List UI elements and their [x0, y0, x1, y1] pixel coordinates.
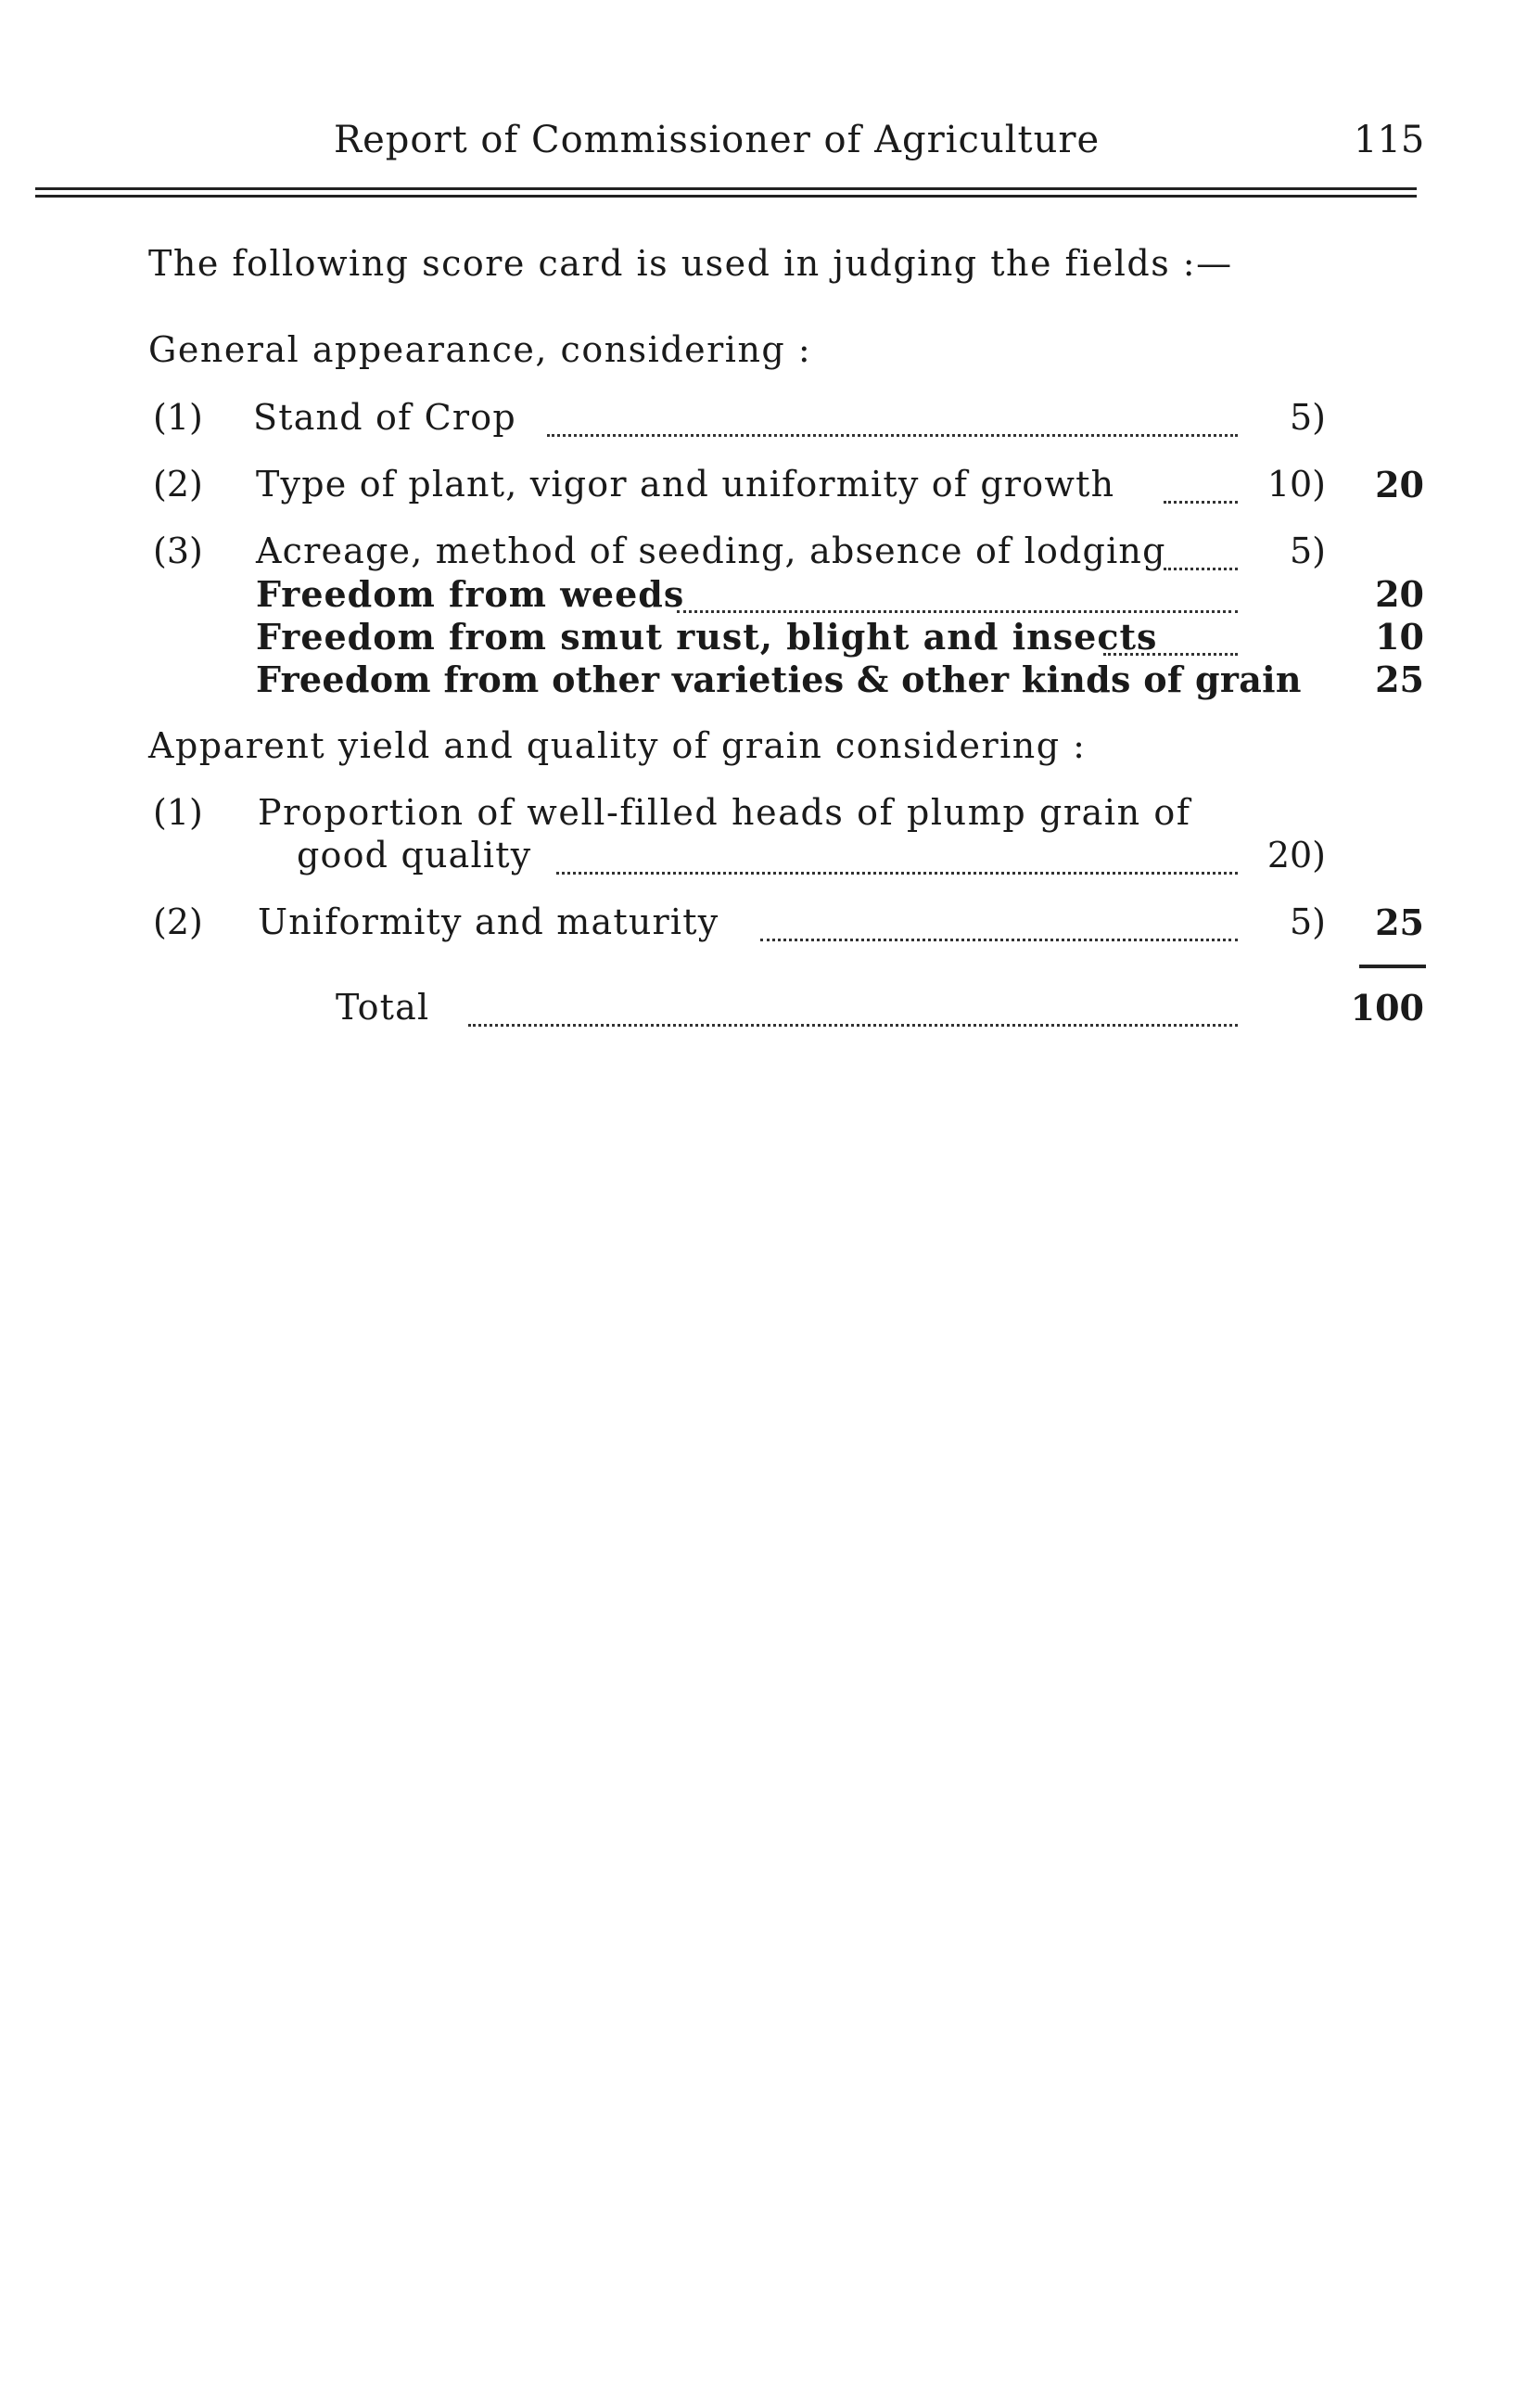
section-heading-general: General appearance, considering :: [148, 329, 812, 370]
item-number: (1): [153, 792, 203, 833]
sub-score: 20): [1266, 835, 1326, 876]
sub-score: 5): [1289, 397, 1326, 438]
group-total: 25: [1375, 901, 1424, 943]
freedom-score: 20: [1375, 573, 1424, 615]
freedom-label: Freedom from weeds: [256, 573, 685, 615]
item-number: (2): [153, 901, 203, 942]
total-label: Total: [336, 987, 430, 1028]
running-header: [0, 119, 1540, 171]
running-title: Report of Commissioner of Agriculture: [334, 119, 1101, 161]
dot-leader: [760, 901, 1238, 941]
dot-leader: [556, 835, 1238, 875]
dot-leader: [547, 397, 1238, 437]
item-label: Type of plant, vigor and uniformity of growth: [256, 464, 1115, 505]
sub-score: 10): [1266, 464, 1326, 505]
item-label: Uniformity and maturity: [258, 901, 719, 942]
sub-score: 5): [1289, 901, 1326, 942]
header-rule-top: [35, 187, 1417, 190]
dot-leader: [1164, 464, 1238, 504]
item-number: (2): [153, 464, 203, 505]
freedom-label: Freedom from other varieties & other kinds of grain: [256, 658, 1302, 700]
total-rule: [1359, 965, 1426, 968]
item-label: Acreage, method of seeding, absence of lodging: [256, 530, 1166, 571]
item-label-continued: good quality: [297, 835, 532, 876]
dot-leader: [1103, 616, 1238, 656]
item-label: Proportion of well-filled heads of plump grain of: [258, 792, 1191, 833]
item-number: (1): [153, 397, 203, 438]
freedom-score: 25: [1375, 658, 1424, 700]
group-total: 20: [1375, 464, 1424, 505]
dot-leader: [677, 573, 1238, 613]
sub-score: 5): [1289, 530, 1326, 571]
dot-leader: [468, 987, 1238, 1027]
intro-text: The following score card is used in judging the fields :—: [148, 243, 1233, 284]
freedom-label: Freedom from smut rust, blight and insects: [256, 616, 1158, 658]
freedom-score: 10: [1375, 616, 1424, 658]
total-value: 100: [1350, 987, 1424, 1029]
item-number: (3): [153, 530, 203, 571]
header-rule-bottom: [35, 195, 1417, 198]
item-label: Stand of Crop: [253, 397, 516, 438]
section-heading-yield: Apparent yield and quality of grain considering :: [148, 725, 1087, 766]
dot-leader: [1164, 530, 1238, 570]
page-number: 115: [1354, 119, 1425, 161]
